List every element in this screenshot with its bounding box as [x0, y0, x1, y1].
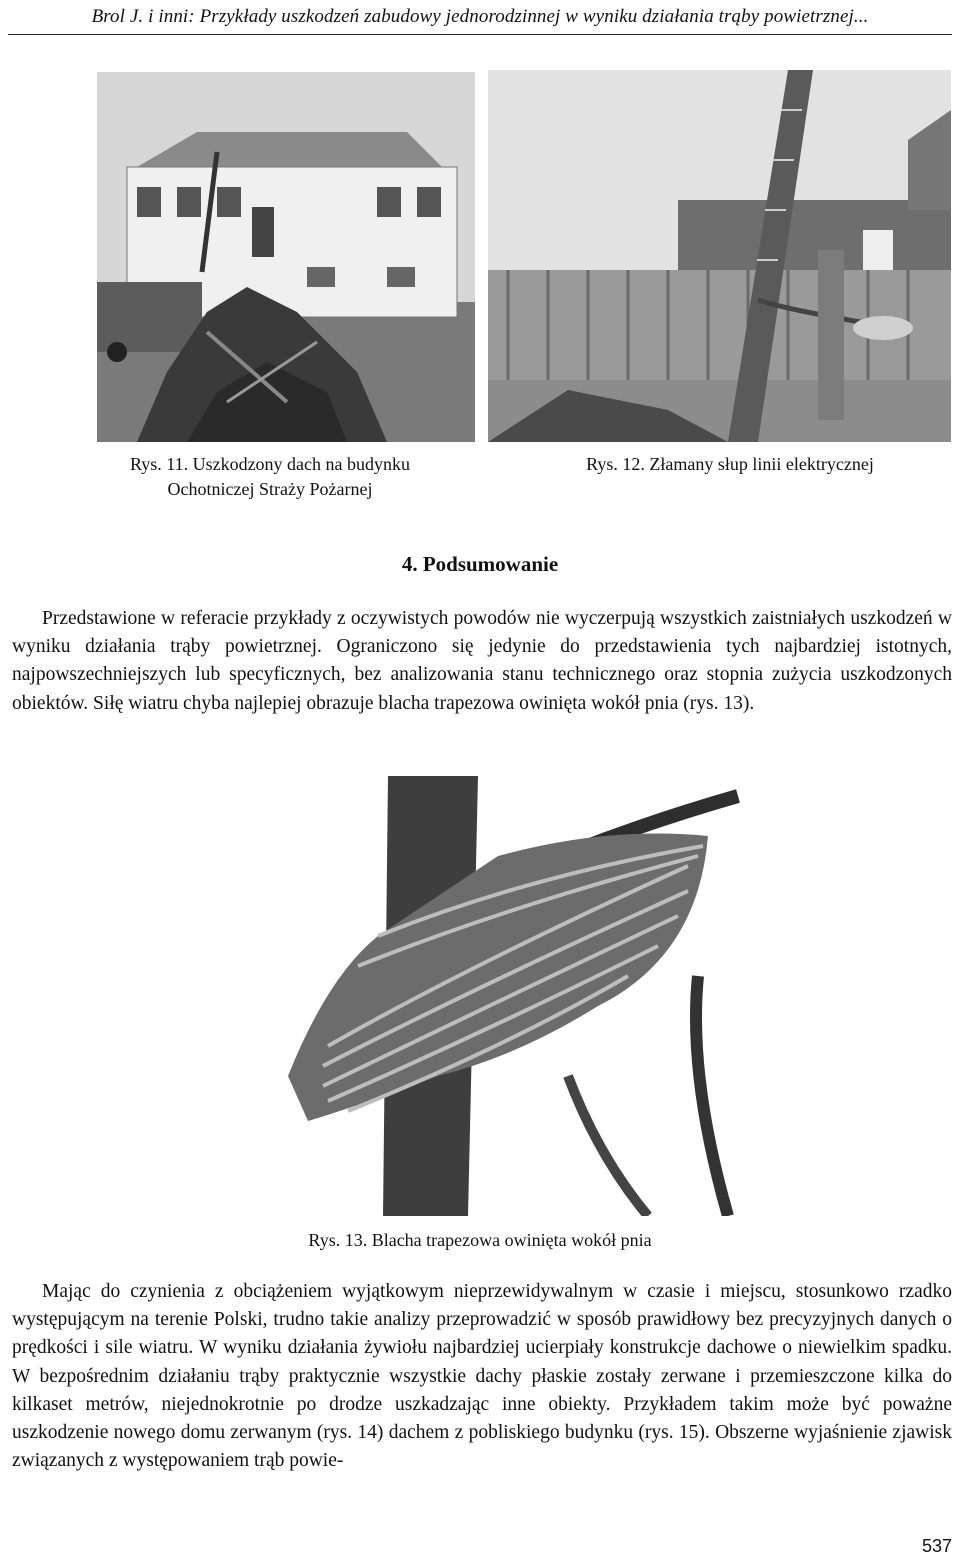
page-number: 537: [921, 1536, 952, 1556]
figure-11-caption-line-2: Ochotniczej Straży Pożarnej: [167, 479, 373, 499]
section-title: 4. Podsumowanie: [401, 552, 559, 576]
paragraph: Przedstawione w referacie przykłady z oczywistych powodów nie wyczerpują wszystkich zaistniałych uszkodzeń w wyniku działania trąby powietrznej. Ograniczono się jedynie do przedstawienia tych najbardziej istotnych, najpowszechniejszych lub specyficznych, bez analizowania stanu technicznego oraz stopnia zużycia uszkodzonych obiektów. Siłę wiatru chyba najlepiej obrazuje blacha trapezowa owinięta wokół pnia (rys. 13).: [12, 608, 952, 714]
running-header: Brol J. i inni: Przykłady uszkodzeń zabudowy jednorodzinnej w wyniku działania trąby powietrznej...: [91, 6, 869, 27]
figure-12-caption: Rys. 12. Złamany słup linii elektrycznej: [586, 454, 874, 474]
header-divider: [8, 34, 952, 35]
figure-13-caption: Rys. 13. Blacha trapezowa owinięta wokół pnia: [308, 1230, 652, 1250]
figure-12-photo: [488, 70, 951, 442]
paragraph: Mając do czynienia z obciążeniem wyjątkowym nieprzewidywalnym w czasie i miejscu, stosunkowo rzadko występującym na terenie Polski, trudno takie analizy przeprowadzić w sposób prawidłowy bez precyzyjnych danych o prędkości i sile wiatru. W wyniku działania żywiołu najbardziej ucierpiały konstrukcje dachowe o niewielkim spadku. W bezpośrednim działaniu trąby praktycznie wszystkie dachy płaskie zostały zerwane i przemieszczone kilka do kilkaset metrów, niejednokrotnie po drodze uszkadzając inne obiekty. Przykładem takim może być poważne uszkodzenie nowego domu zerwanym (rys. 14) dachem z pobliskiego budynku (rys. 15). Obszerne wyjaśnienie zjawisk związanych z występowaniem trąb powie-: [12, 1281, 952, 1472]
figure-11-caption: [30, 452, 510, 502]
figure-11-photo: [97, 72, 475, 442]
figure-11-caption-line-1: Rys. 11. Uszkodzony dach na budynku: [129, 454, 411, 474]
figure-13-photo: [268, 776, 776, 1216]
